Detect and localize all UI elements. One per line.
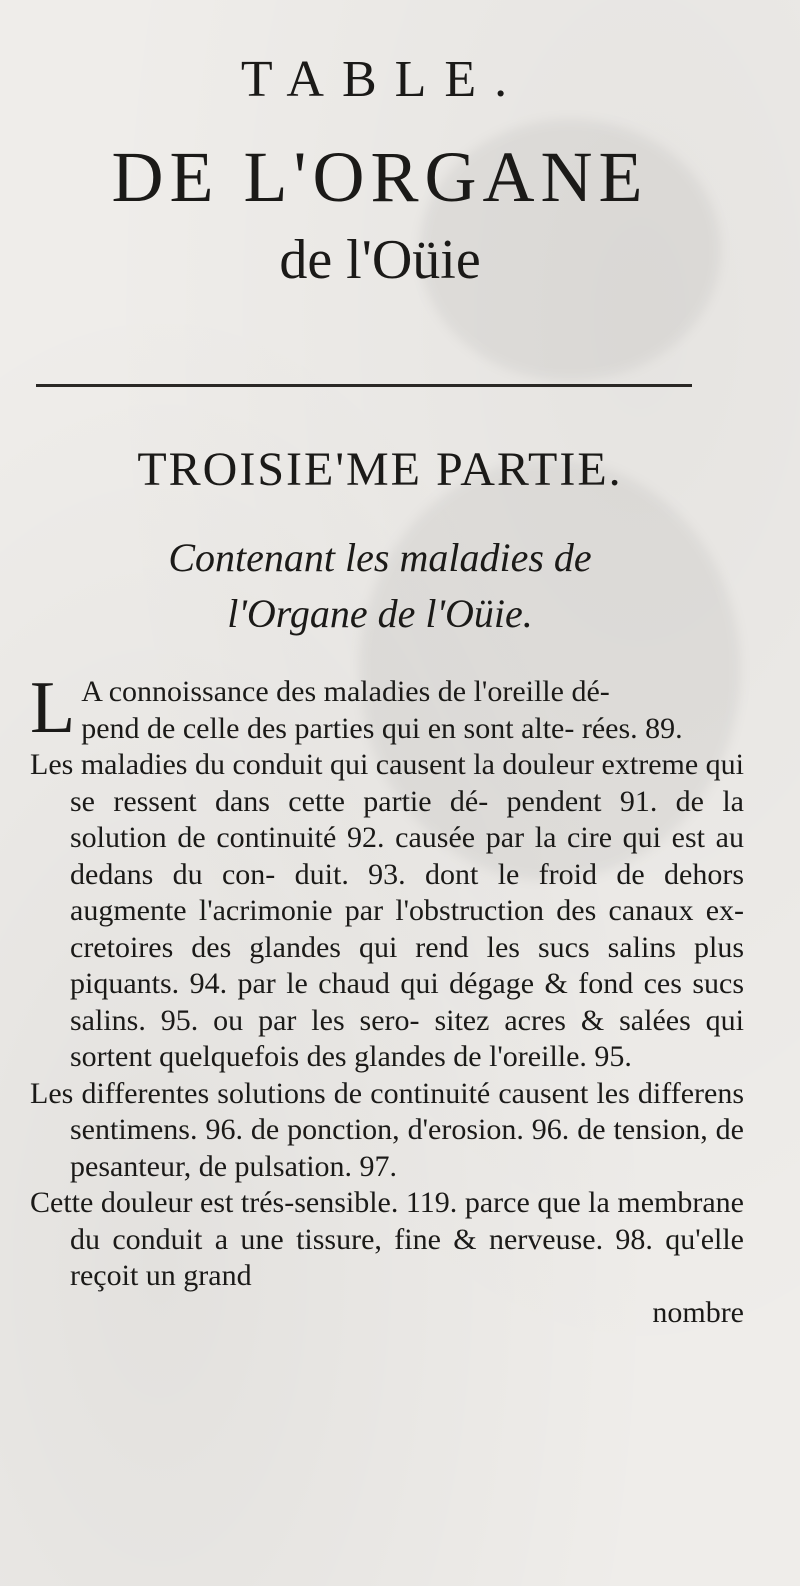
subtitle-line-2: l'Organe de l'Oüie.: [227, 591, 533, 636]
header-rule: [36, 384, 692, 387]
entry-1-line-1: A connoissance des maladies de l'oreille dé-: [81, 675, 610, 708]
header-table: TABLE.: [240, 51, 526, 108]
subtitle-line-1: Contenant les maladies de: [168, 535, 592, 580]
page-header: [0, 40, 760, 292]
part-subtitle: [0, 530, 760, 642]
entry-3: Les differentes solutions de continuité causent les differens sentimens. 96. de ponction, d'erosion. 96. de tension, de pesanteur, de pulsation. 97.: [30, 1076, 744, 1183]
header-ouie: de l'Oüie: [279, 229, 481, 291]
entry-1-continuation: pend de celle des parties qui en sont alte- rées. 89.: [81, 711, 683, 745]
entry-4: Cette douleur est trés-sensible. 119. parce que la membrane du conduit a une tissure, fine & nerveuse. 98. qu'elle reçoit un grand: [30, 1186, 744, 1292]
table-body: [30, 667, 744, 1331]
part-title: TROISIE'ME PARTIE.: [137, 443, 623, 496]
entry-2: Les maladies du conduit qui causent la douleur extreme qui se ressent dans cette partie dé- pendent 91. de la solution de continuité 92. causée par la cire qui est au dedans du con- duit. 93. dont le froid de dehors augmente l'acrimonie par l'obstruction des canaux ex- cretoires des glandes qui rend les sucs salins plus piquants. 94. par le chaud qui dégage & fond ces sucs salins. 95. ou par les sero- sitez acres & salées qui sortent quelquefois des glandes de l'oreille. 95.: [30, 748, 744, 1073]
entry-1: [30, 667, 744, 749]
catchword: nombre: [652, 1295, 744, 1329]
drop-cap: L: [30, 667, 76, 749]
header-organe: DE L'ORGANE: [111, 137, 649, 217]
